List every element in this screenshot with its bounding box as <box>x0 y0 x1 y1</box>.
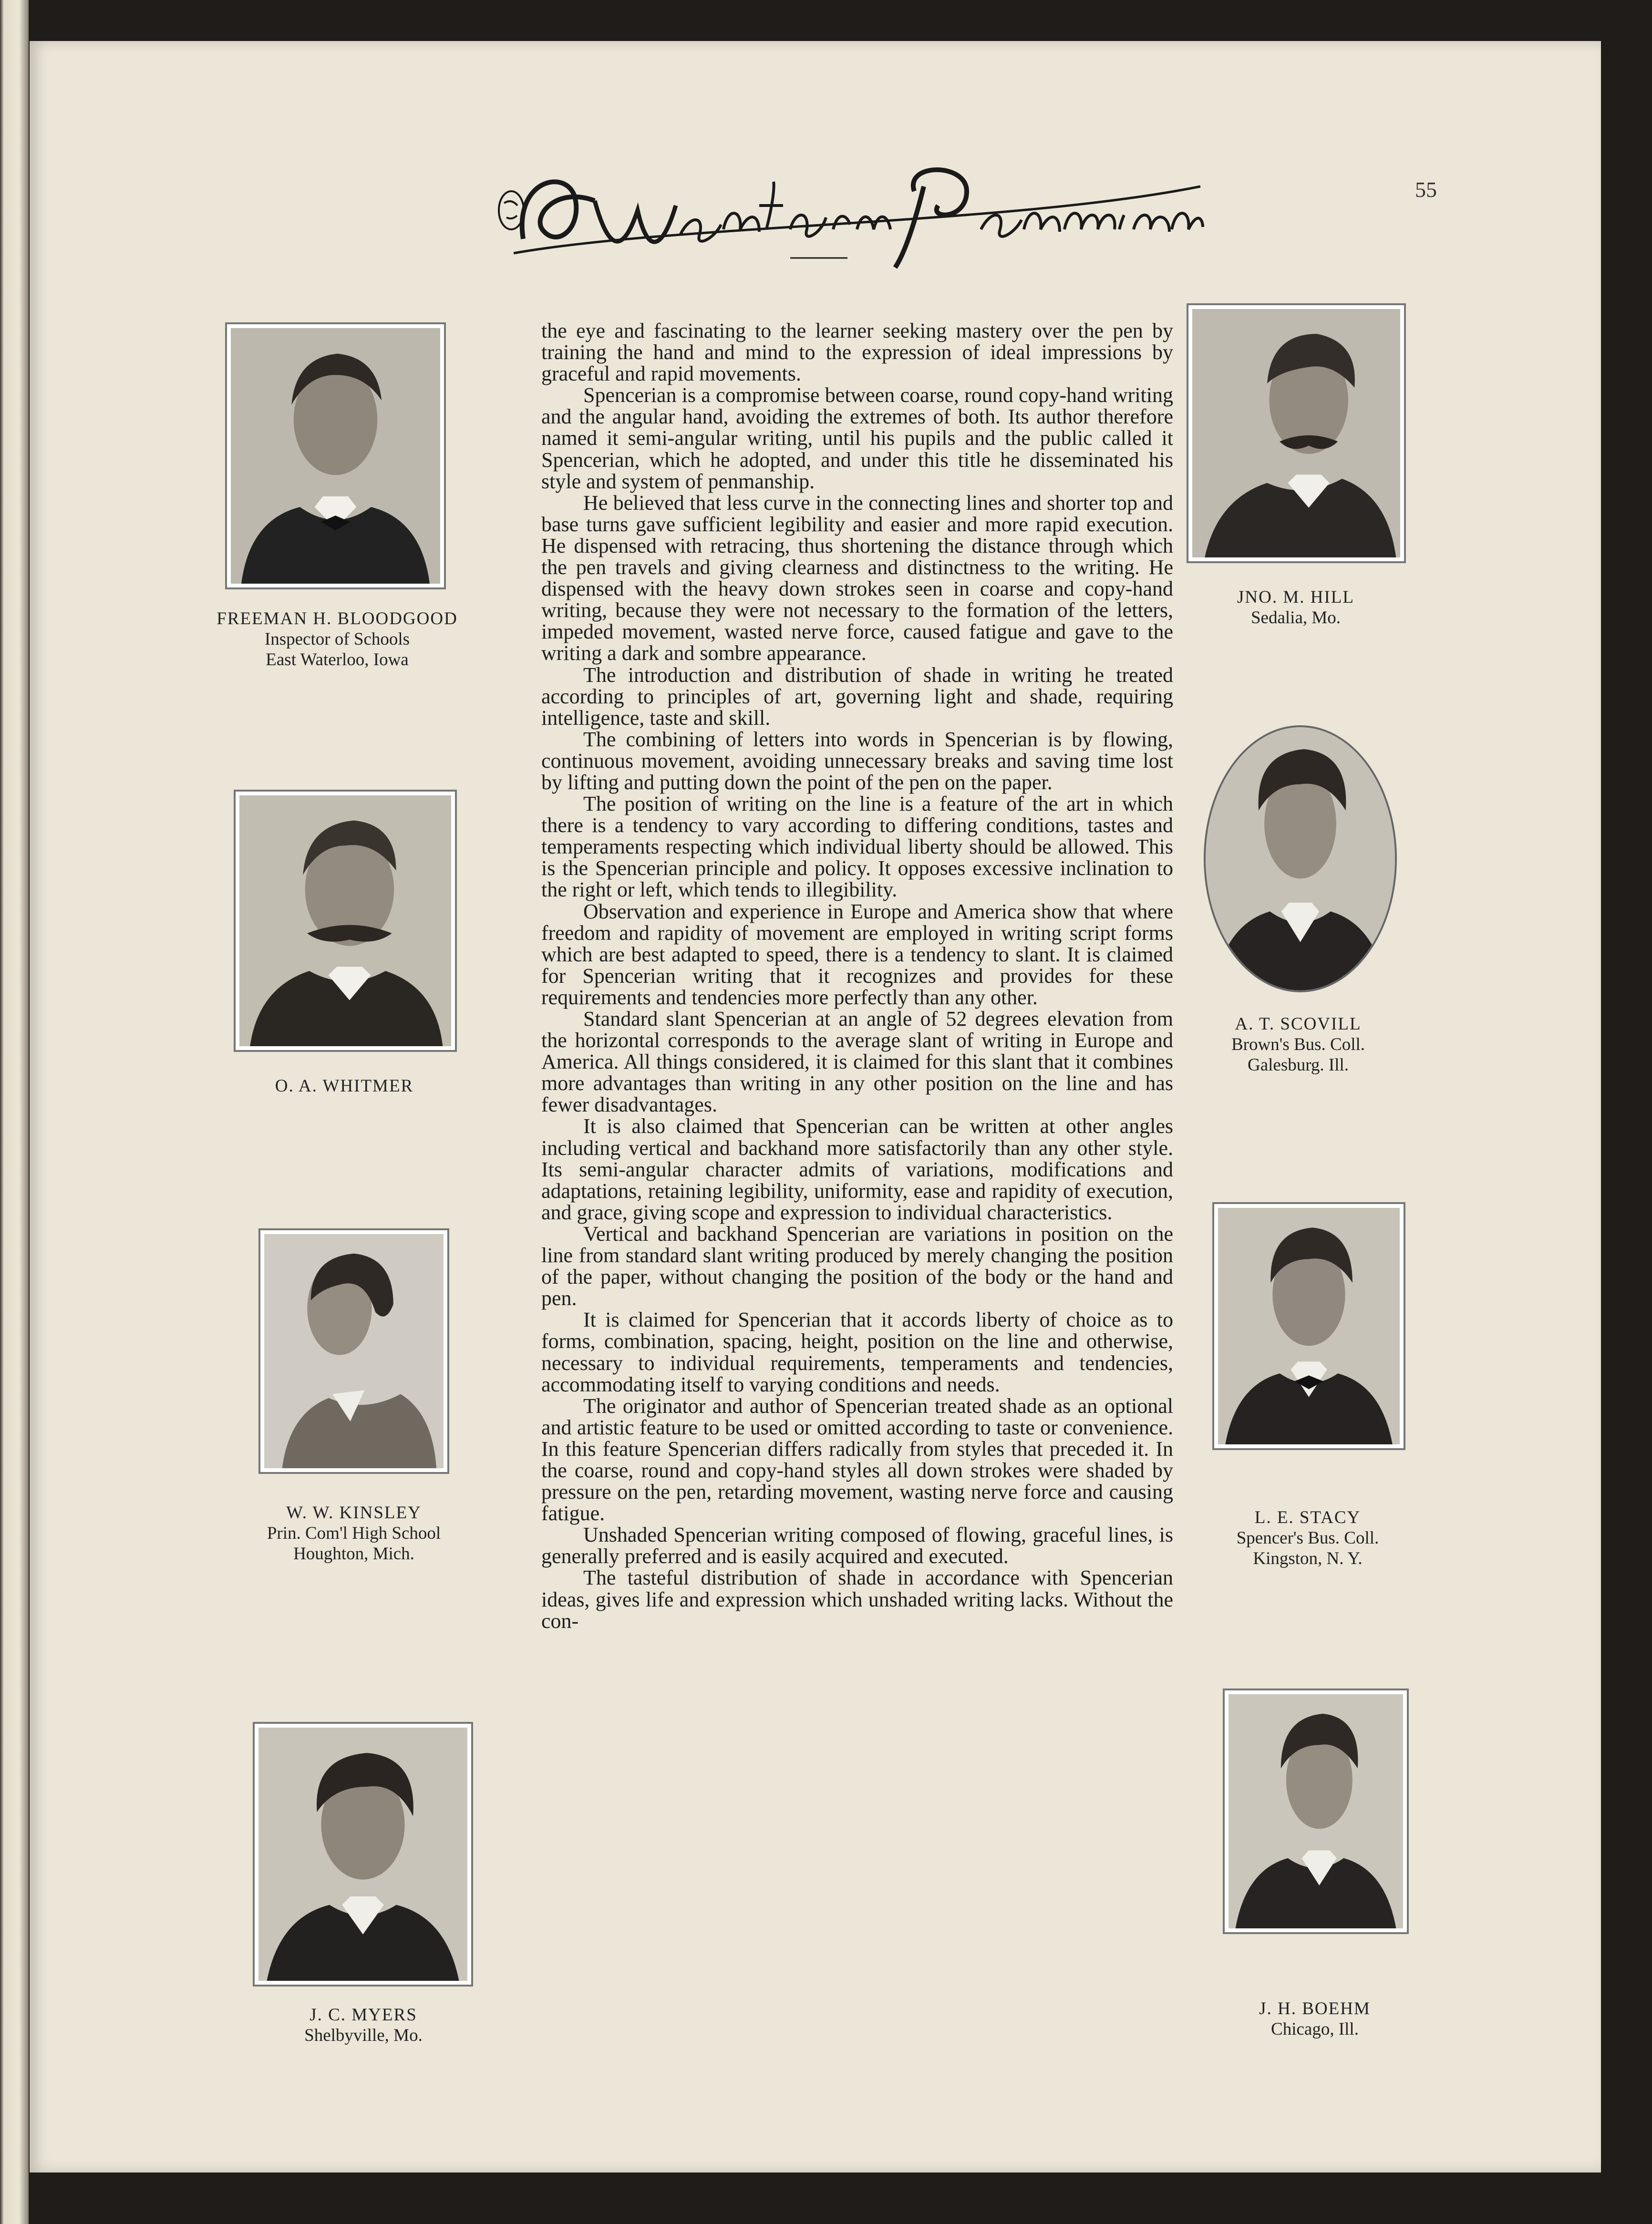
article-paragraph: Spencerian is a compromise between coarse, round copy-hand writing and the angular hand, avoiding the extremes of both. Its author therefore named it semi-angular writing, until his pupils and the public called it Spencerian, which he adopted, and under this title he disseminated his style and system of penmanship. <box>541 383 1173 493</box>
portrait-caption-stacy <box>1160 1507 1456 1569</box>
portrait-title: Brown's Bus. Coll. <box>1231 1035 1365 1054</box>
portrait-location: East Waterloo, Iowa <box>266 650 409 669</box>
portrait-photo-boehm <box>1223 1689 1409 1934</box>
portrait-title: Spencer's Bus. Coll. <box>1236 1528 1379 1548</box>
left-page-edge <box>0 0 29 2224</box>
article-paragraph: It is claimed for Spencerian that it accords liberty of choice as to forms, combination, spacing, height, position on the line and otherwise, necessary to individual requirements, temperaments and tendencies, accommodating itself to varying conditions and needs. <box>541 1308 1173 1396</box>
portrait-photo-scovill <box>1204 725 1397 992</box>
portrait-caption-hill <box>1148 587 1444 628</box>
portrait-photo-stacy <box>1212 1202 1405 1450</box>
article-body <box>541 320 1173 2094</box>
article-paragraph: Vertical and backhand Spencerian are variations in position on the line from standard slant writing produced by merely changing the position of the paper, without changing the position of the body or the hand and pen. <box>541 1222 1173 1310</box>
portrait-title: Inspector of Schools <box>264 629 410 649</box>
masthead-script-logo <box>485 158 1212 287</box>
portrait-name: L. E. STACY <box>1254 1508 1361 1527</box>
portrait-photo-hill <box>1187 303 1406 563</box>
portrait-title: Prin. Com'l High School <box>267 1524 441 1543</box>
portrait-caption-scovill <box>1150 1014 1446 1075</box>
portrait-caption-kinsley <box>206 1503 502 1564</box>
portrait-photo-kinsley <box>258 1228 449 1474</box>
article-paragraph: Standard slant Spencerian at an angle of 52 degrees elevation from the horizontal corresponds to the average slant of writing in Europe and America. All things considered, it is claimed for this slant that it combines more advantages than writing in any other position on the line and has fewer disadvantages. <box>541 1007 1173 1117</box>
article-paragraph: The originator and author of Spencerian treated shade as an optional and artistic feature to be used or omitted according to taste or convenience. In this feature Spencerian differs radically from styles that preceded it. In the coarse, round and copy-hand styles all down strokes were shaded by pressure on the pen, retarding movement, wasting nerve force and causing fatigue. <box>541 1394 1173 1525</box>
portrait-location: Kingston, N. Y. <box>1253 1549 1363 1568</box>
portrait-name: J. C. MYERS <box>310 2005 417 2025</box>
article-paragraph: the eye and fascinating to the learner seeking mastery over the pen by training the hand and mind to the expression of ideal impressions by graceful and rapid movements. <box>541 319 1173 386</box>
portrait-name: W. W. KINSLEY <box>286 1503 422 1523</box>
portrait-photo-bloodgood <box>225 322 446 589</box>
article-paragraph: The tasteful distribution of shade in accordance with Spencerian ideas, gives life and expression which unshaded writing lacks. Without the con- <box>541 1566 1173 1633</box>
portrait-location: Galesburg. Ill. <box>1247 1055 1349 1075</box>
article-paragraph: The introduction and distribution of shade in writing he treated according to principles of art, governing light and shade, requiring intelligence, taste and skill. <box>541 663 1173 730</box>
portrait-photo-myers <box>253 1722 473 1987</box>
article-paragraph: The position of writing on the line is a feature of the art in which there is a tendency to vary according to differing conditions, tastes and temperaments respecting which individual liberty should be allowed. This is the Spencerian principle and policy. It opposes excessive inclination to the right or left, which tends to illegibility. <box>541 792 1173 902</box>
magazine-page <box>30 41 1601 2173</box>
portrait-caption-myers <box>216 2005 511 2046</box>
portrait-caption-boehm <box>1167 1998 1463 2039</box>
portrait-location: Shelbyville, Mo. <box>304 2026 423 2045</box>
article-paragraph: The combining of letters into words in Spencerian is by flowing, continuous movement, avoiding unnecessary breaks and saving time lost by lifting and putting down the point of the pen on the paper. <box>541 727 1173 794</box>
article-paragraph: Unshaded Spencerian writing composed of flowing, graceful lines, is generally preferred and is easily acquired and executed. <box>541 1523 1173 1568</box>
portrait-caption-whitmer <box>196 1076 492 1096</box>
page-number: 55 <box>1415 177 1437 202</box>
article-paragraph: He believed that less curve in the connecting lines and shorter top and base turns gave sufficient legibility and easier and more rapid execution. He dispensed with retracing, thus shortening the distance through which the pen travels and giving clearness and distinctness to the writing. He dispensed with the heavy down strokes seen in coarse and copy-hand writing, because they were not necessary to the formation of the letters, impeded movement, wasted nerve force, caused fatigue and gave to the writing a dark and sombre appearance. <box>541 491 1173 665</box>
portrait-location: Chicago, Ill. <box>1271 2019 1359 2039</box>
portrait-name: J. H. BOEHM <box>1259 1999 1371 2018</box>
portrait-name: O. A. WHITMER <box>275 1076 414 1096</box>
portrait-location: Houghton, Mich. <box>293 1544 414 1564</box>
portrait-location: Sedalia, Mo. <box>1250 608 1341 628</box>
article-paragraph: Observation and experience in Europe and America show that where freedom and rapidity of movement are employed in writing script forms which are best adapted to speed, there is a tendency to slant. It is claimed for Spencerian writing that it recognizes and provides for these requirements and tendencies more perfectly than any other. <box>541 899 1173 1009</box>
portrait-caption-bloodgood <box>173 608 502 670</box>
portrait-photo-whitmer <box>234 790 457 1052</box>
article-paragraph: It is also claimed that Spencerian can be written at other angles including vertical and backhand more satisfactorily than any other style. Its semi-angular character admits of variations, modifications and adaptations, retaining legibility, uniformity, ease and rapidity of execution, and grace, giving scope and expression to individual characteristics. <box>541 1114 1173 1224</box>
portrait-name: JNO. M. HILL <box>1237 587 1354 607</box>
portrait-name: A. T. SCOVILL <box>1235 1014 1362 1034</box>
portrait-name: FREEMAN H. BLOODGOOD <box>217 609 458 628</box>
